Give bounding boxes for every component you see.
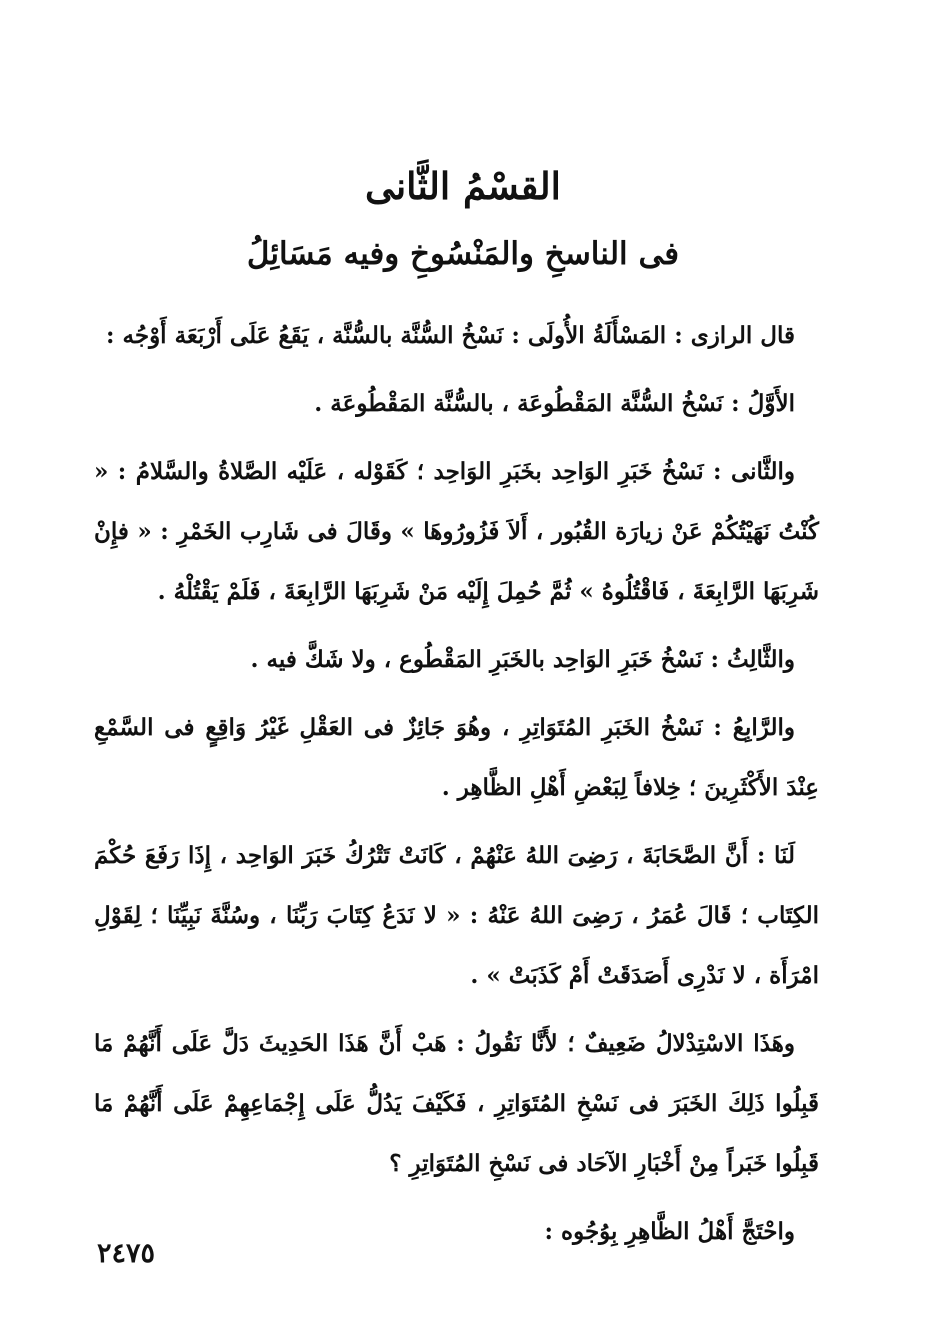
page-number: ٢٤٧٥ xyxy=(97,1238,156,1269)
paragraph-4: والثَّالِثُ : نَسْخُ خَبَرِ الوَاحِد بالخَبَرِ المَقْطُوع ، ولا شَكَّ فيه . xyxy=(250,646,795,673)
body-text xyxy=(94,306,819,1270)
section-subtitle: فى الناسخِ والمَنْسُوخِ وفيه مَسَائِلُ xyxy=(246,236,680,272)
paragraph-8: واحْتَجَّ أَهْلُ الظَّاهِرِ بِوُجُوه : xyxy=(544,1218,795,1245)
paragraph-2: الأَوَّلُ : نَسْخُ السُّنَّة المَقْطُوعَة ، بالسُّنَّة المَقْطُوعَة . xyxy=(314,390,795,417)
section-title: القسْمُ الثَّانى xyxy=(365,164,561,208)
paragraph-1: قال الرازى : المَسْأَلَةُ الأُولَى : نَسْخُ السُّنَّة بالسُّنَّة ، يَقَعُ عَلَى أَرْبَعَة أَوْجُه : xyxy=(106,322,795,349)
paragraph-5: والرَّابِعُ : نَسْخُ الخَبَرِ المُتَوَاتِرِ ، وهُوَ جَائِزٌ فى العَقْلِ غَيْرُ وَاقِعٍ فى السَّمْعِ عِنْدَ الأَكْثَرِينَ ؛ خِلافاً لِبَعْضِ أَهْلِ الظَّاهِر . xyxy=(94,714,819,801)
paragraph-3: والثَّانى : نَسْخُ خَبَرِ الوَاحِد بخَبَرِ الوَاحِد ؛ كَقَوْله ، عَلَيْه الصَّلاةُ والسَّلامُ : « كُنْتُ نَهَيْتُكُمْ عَنْ زيارَة القُبُور ، أَلاَ فَزُورُوهَا » وقَالَ فى شَارِب الخَمْرِ : « فإِنْ شَرِبَهَا الرَّابِعَةَ ، فَاقْتُلُوهُ » ثُمَّ حُمِلَ إِلَيْه مَنْ شَرِبَهَا الرَّابِعَةَ ، فَلَمْ يَقْتُلْهُ . xyxy=(94,458,819,605)
paragraph-7: وهَذَا الاسْتِدْلالُ ضَعِيفٌ ؛ لأَنَّا نَقُولُ : هَبْ أَنَّ هَذَا الحَدِيثَ دَلَّ عَلَى أَنَّهُمْ مَا قَبِلُوا ذَلِكَ الخَبَرَ فى نَسْخِ المُتَوَاتِرِ ، فَكَيْفَ يَدُلُّ عَلَى إِجْمَاعِهِمْ عَلَى أَنَّهُمْ مَا قَبِلُوا خَبَراً مِنْ أَخْبَارِ الآحَاد فى نَسْخِ المُتَوَاتِرِ ؟ xyxy=(94,1030,819,1177)
paragraph-6: لَنَا : أَنَّ الصَّحَابَةَ ، رَضِىَ اللهُ عَنْهُمْ ، كَانَتْ تَتْرُكُ خَبَرَ الوَاحِد ، إِذَا رَفَعَ حُكْمَ الكِتَاب ؛ قَالَ عُمَرُ ، رَضِىَ اللهُ عَنْهُ : « لا نَدَعُ كِتَابَ رَبِّنَا ، وسُنَّةَ نَبِيِّنَا ؛ لِقَوْلِ امْرَأَة ، لا نَدْرِى أَصَدَقَتْ أَمْ كَذَبَتْ » . xyxy=(94,842,819,989)
